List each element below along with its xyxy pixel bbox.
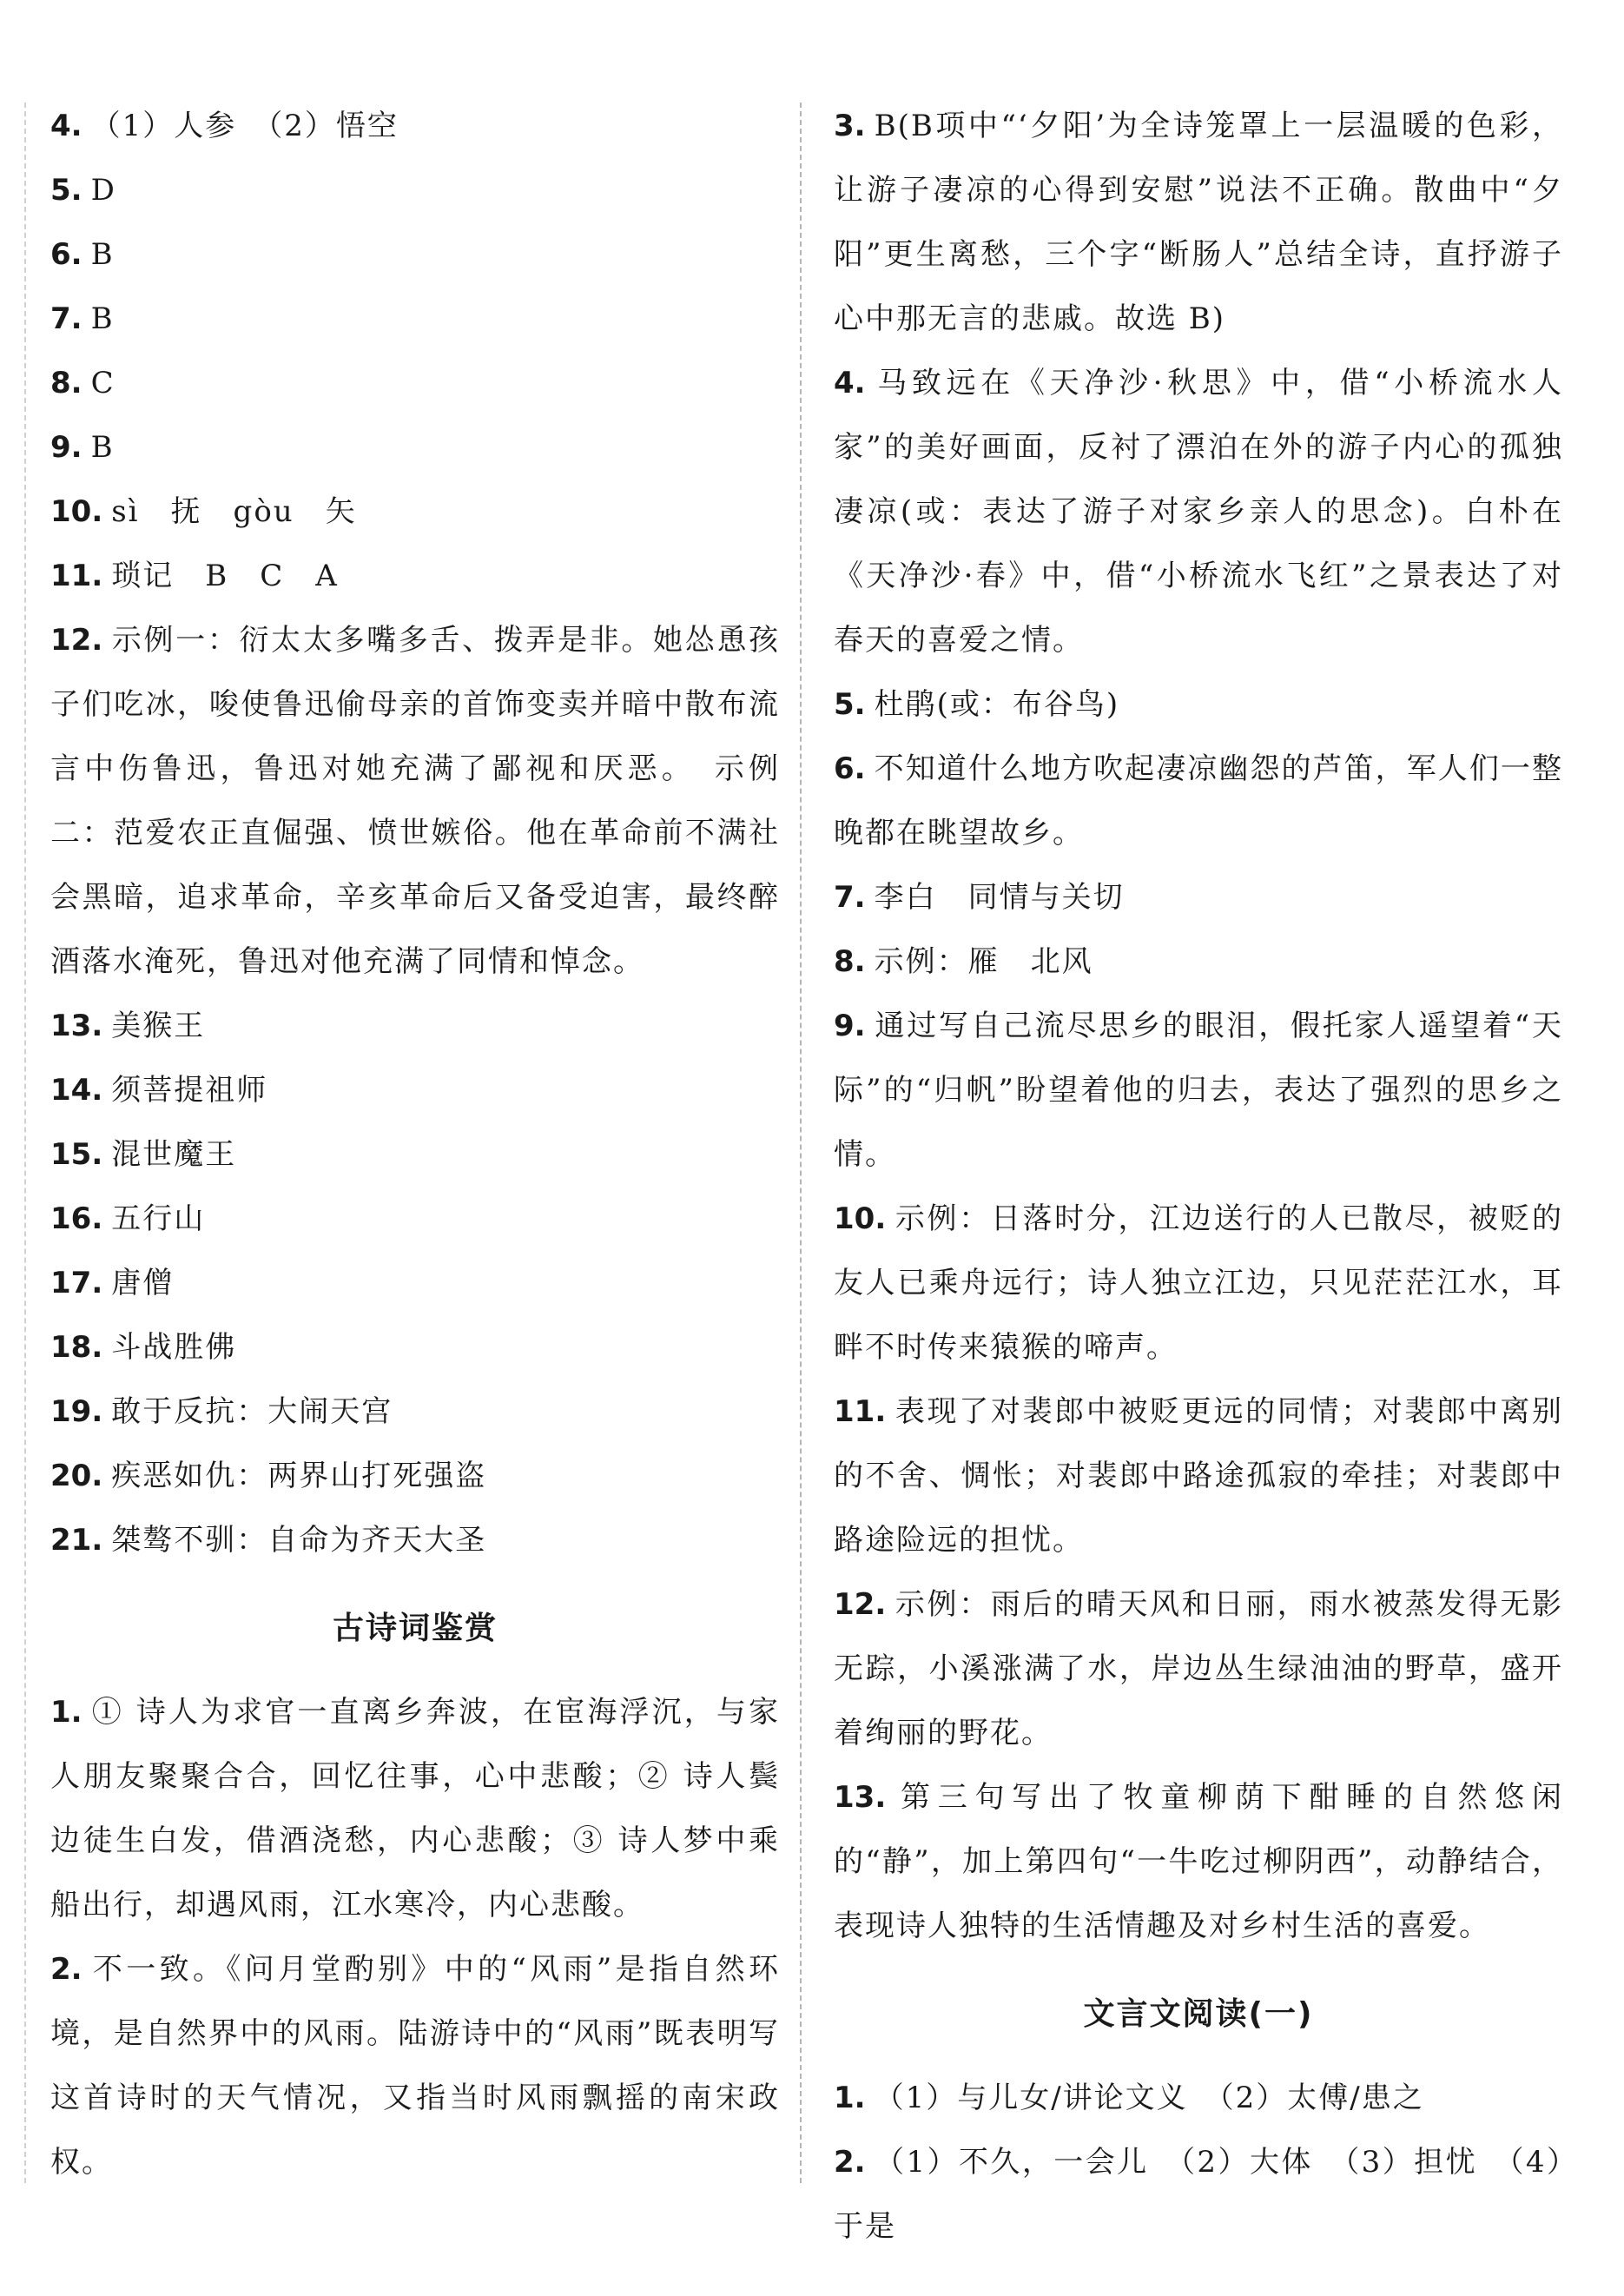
answer-text: 唐僧	[111, 1266, 175, 1300]
answer-number: 21.	[50, 1523, 103, 1558]
answer-text: B(B项中“‘夕阳’为全诗笼罩上一层温暖的色彩，让游子凄凉的心得到安慰”说法不正确。散曲中“夕阳”更生离愁，三个字“断肠人”总结全诗，直抒游子心中那无言的悲戚。故选 B)	[834, 109, 1563, 336]
answer-item	[834, 1765, 1563, 1958]
answer-item	[834, 737, 1563, 865]
answer-text: 混世魔王	[111, 1137, 237, 1172]
answer-text: 示例：日落时分，江边送行的人已散尽，被贬的友人已乘舟远行；诗人独立江边，只见茫茫江水，耳畔不时传来猿猴的啼声。	[834, 1201, 1563, 1365]
answer-item	[834, 672, 1563, 737]
answer-item	[50, 222, 780, 287]
answer-text: 须菩提祖师	[111, 1073, 268, 1108]
answer-item	[50, 1444, 780, 1508]
answer-item	[50, 544, 780, 608]
answer-text: （1）不久，一会儿 （2）大体 （3）担忧 （4）于是	[834, 2145, 1563, 2244]
answer-text: 不知道什么地方吹起凄凉幽怨的芦笛，军人们一整晚都在眺望故乡。	[834, 751, 1563, 850]
answer-text: B	[90, 430, 115, 465]
answer-number: 13.	[50, 1009, 103, 1043]
answer-number: 10.	[834, 1201, 887, 1236]
answer-number: 3.	[834, 109, 866, 143]
answer-number: 19.	[50, 1394, 103, 1429]
answer-text: 疾恶如仇：两界山打死强盗	[111, 1459, 487, 1493]
answer-number: 17.	[50, 1266, 103, 1300]
answer-number: 13.	[834, 1780, 887, 1815]
answer-number: 7.	[50, 301, 83, 336]
answer-number: 12.	[834, 1587, 887, 1622]
answer-text: sì 抚 gòu 矢	[111, 494, 357, 529]
answer-number: 15.	[50, 1137, 103, 1172]
answer-number: 9.	[50, 430, 83, 465]
answer-item	[50, 1315, 780, 1380]
answer-item	[50, 415, 780, 480]
answer-item	[50, 1251, 780, 1315]
answer-item	[834, 865, 1563, 930]
answer-item	[834, 1380, 1563, 1572]
answer-number: 10.	[50, 494, 103, 529]
answer-text: 示例：雨后的晴天风和日丽，雨水被蒸发得无影无踪，小溪涨满了水，岸边丛生绿油油的野草，盛开着绚丽的野花。	[834, 1587, 1563, 1750]
answer-item	[834, 351, 1563, 672]
answer-item	[50, 1187, 780, 1251]
answer-text: 李白 同情与关切	[874, 880, 1125, 915]
answer-text: 表现了对裴郎中被贬更远的同情；对裴郎中离别的不舍、惆怅；对裴郎中路途孤寂的牵挂；对裴郎中路途险远的担忧。	[834, 1394, 1563, 1558]
answer-list-poetry-continued	[834, 94, 1563, 1958]
answer-number: 9.	[834, 1009, 866, 1043]
answer-text: 不一致。《问月堂酌别》中的“风雨”是指自然环境，是自然界中的风雨。陆游诗中的“风雨”既表明写这首诗时的天气情况，又指当时风雨飘摇的南宋政权。	[50, 1952, 780, 2180]
answer-item	[834, 1572, 1563, 1765]
answer-item	[50, 480, 780, 544]
answer-number: 14.	[50, 1073, 103, 1108]
answer-text: C	[90, 366, 116, 400]
answer-item	[50, 1508, 780, 1572]
answer-item	[50, 1680, 780, 1937]
answer-item	[50, 287, 780, 351]
answer-item	[834, 2130, 1563, 2259]
answer-text: 杜鹃(或：布谷鸟)	[874, 687, 1120, 722]
answer-number: 1.	[50, 1695, 83, 1730]
answer-text: B	[90, 301, 115, 336]
answer-text: （1）人参 （2）悟空	[90, 109, 399, 143]
answer-text: 琐记 B C A	[111, 559, 339, 593]
answer-text: 第三句写出了牧童柳荫下酣睡的自然悠闲的“静”，加上第四句“一牛吃过柳阴西”，动静结合，表现诗人独特的生活情趣及对乡村生活的喜爱。	[834, 1780, 1563, 1943]
answer-number: 16.	[50, 1201, 103, 1236]
answer-item	[50, 994, 780, 1058]
answer-item	[834, 94, 1563, 351]
answer-text: B	[90, 237, 115, 272]
answer-number: 8.	[50, 366, 83, 400]
answer-number: 18.	[50, 1330, 103, 1365]
answer-item	[50, 158, 780, 222]
answer-list-classical-chinese	[834, 2066, 1563, 2259]
answer-text: ① 诗人为求官一直离乡奔波，在宦海浮沉，与家人朋友聚聚合合，回忆往事，心中悲酸；② 诗人鬓边徒生白发，借酒浇愁，内心悲酸；③ 诗人梦中乘船出行，却遇风雨，江水寒冷，内心悲酸。	[50, 1695, 780, 1922]
answer-text: 示例：雁 北风	[874, 944, 1093, 979]
answer-item	[50, 1380, 780, 1444]
answer-item	[50, 1122, 780, 1187]
answer-item	[50, 1937, 780, 2194]
answer-number: 8.	[834, 944, 866, 979]
answer-text: 示例一：衍太太多嘴多舌、拨弄是非。她怂恿孩子们吃冰，唆使鲁迅偷母亲的首饰变卖并暗中散布流言中伤鲁迅，鲁迅对她充满了鄙视和厌恶。 示例二：范爱农正直倔强、愤世嫉俗。他在革命前不满社会黑暗，追求革命，辛亥革命后又备受迫害，最终醉酒落水淹死，鲁迅对他充满了同情和悼念。	[50, 623, 780, 979]
answer-number: 6.	[834, 751, 866, 786]
answer-number: 20.	[50, 1459, 103, 1493]
answer-number: 2.	[834, 2145, 866, 2180]
answer-list-reading	[50, 94, 780, 1572]
answer-item	[834, 930, 1563, 994]
answer-text: 桀骜不驯：自命为齐天大圣	[111, 1523, 487, 1558]
answer-item	[834, 994, 1563, 1187]
answer-number: 5.	[834, 687, 866, 722]
answer-number: 6.	[50, 237, 83, 272]
section-heading-classical-chinese: 文言文阅读(一)	[1083, 1996, 1314, 2032]
answer-text: 美猴王	[111, 1009, 206, 1043]
answer-item	[834, 2066, 1563, 2130]
answer-number: 7.	[834, 880, 866, 915]
answer-text: 敢于反抗：大闹天宫	[111, 1394, 393, 1429]
answer-text: 斗战胜佛	[111, 1330, 237, 1365]
answer-item	[50, 1058, 780, 1122]
left-column	[50, 94, 780, 2194]
answer-number: 2.	[50, 1952, 83, 1987]
answer-text: （1）与儿女/讲论文义 （2）太傅/患之	[874, 2081, 1424, 2115]
answer-text: D	[90, 173, 116, 208]
column-divider	[800, 103, 802, 2183]
section-heading-poetry: 古诗词鉴赏	[332, 1611, 498, 1646]
answer-number: 4.	[834, 366, 866, 400]
answer-text: 马致远在《天净沙·秋思》中，借“小桥流水人家”的美好画面，反衬了漂泊在外的游子内心的孤独凄凉(或：表达了游子对家乡亲人的思念)。白朴在《天净沙·春》中，借“小桥流水飞红”之景表达了对春天的喜爱之情。	[834, 366, 1563, 658]
answer-number: 4.	[50, 109, 83, 143]
answer-item	[834, 1187, 1563, 1380]
answer-number: 5.	[50, 173, 83, 208]
answer-text: 五行山	[111, 1201, 206, 1236]
answer-list-poetry	[50, 1680, 780, 2194]
left-margin-rule	[24, 103, 26, 2183]
answer-item	[50, 94, 780, 158]
answer-number: 1.	[834, 2081, 866, 2115]
right-column	[834, 94, 1563, 2259]
answer-number: 12.	[50, 623, 103, 658]
answer-number: 11.	[50, 559, 103, 593]
answer-item	[50, 608, 780, 994]
answer-item	[50, 351, 780, 415]
answer-number: 11.	[834, 1394, 887, 1429]
answer-text: 通过写自己流尽思乡的眼泪，假托家人遥望着“天际”的“归帆”盼望着他的归去，表达了强烈的思乡之情。	[834, 1009, 1563, 1172]
